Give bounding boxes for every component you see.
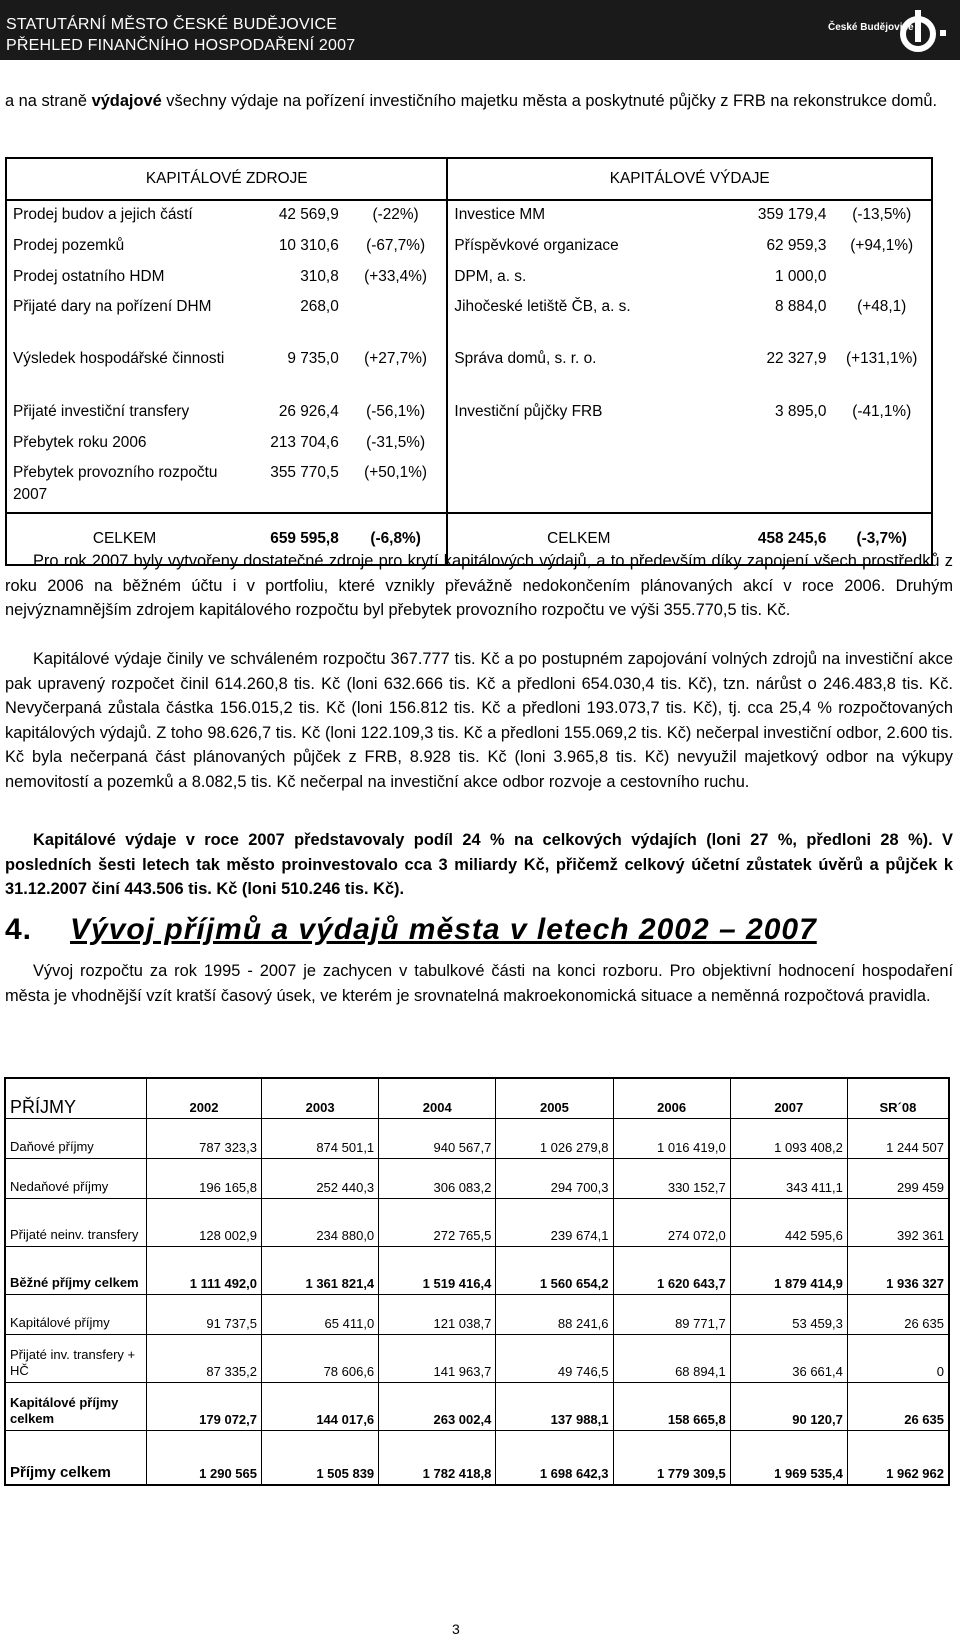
- capital-source-pct: (+27,7%): [364, 350, 428, 367]
- capital-source-pct: (-56,1%): [366, 403, 426, 420]
- income-cell: 91 737,5: [147, 1295, 262, 1335]
- income-cell: 272 765,5: [379, 1199, 496, 1247]
- capital-expense-pct: (+94,1%): [850, 237, 914, 254]
- income-cell: 196 165,8: [147, 1159, 262, 1199]
- income-cell: 234 880,0: [262, 1199, 379, 1247]
- page-number: 3: [452, 1621, 460, 1637]
- income-cell: 141 963,7: [379, 1335, 496, 1383]
- income-cell: 1 505 839: [262, 1431, 379, 1486]
- income-cell: 89 771,7: [613, 1295, 730, 1335]
- capital-source-label: Přebytek provozního rozpočtu 2007: [13, 464, 218, 503]
- capital-table: [5, 157, 933, 566]
- income-cell: 1 782 418,8: [379, 1431, 496, 1486]
- capital-expense-label: DPM, a. s.: [447, 263, 709, 294]
- income-year-header: 2004: [379, 1078, 496, 1119]
- capital-source-pct: (-31,5%): [366, 434, 426, 451]
- income-cell: 88 241,6: [496, 1295, 613, 1335]
- income-cell: 1 016 419,0: [613, 1119, 730, 1159]
- section-heading: [5, 913, 925, 947]
- capital-expense-label: Správa domů, s. r. o.: [447, 346, 709, 398]
- intro-bold: výdajové: [91, 92, 162, 110]
- income-cell: 306 083,2: [379, 1159, 496, 1199]
- income-table: [4, 1077, 950, 1486]
- income-cell: 87 335,2: [147, 1335, 262, 1383]
- income-table-row: [5, 1199, 949, 1247]
- capital-expense-value: 3 895,0: [775, 403, 827, 420]
- capital-source-label: Prodej ostatního HDM: [13, 268, 165, 285]
- income-table-row: [5, 1431, 949, 1486]
- capital-table-row: [6, 398, 932, 429]
- capital-source-pct: (-22%): [372, 206, 419, 223]
- body-paragraph-2: Kapitálové výdaje činily ve schváleném rozpočtu 367.777 tis. Kč a po postupném zapojování volných zdrojů na investiční akce pak upravený rozpočet činil 614.260,8 tis. Kč (loni 632.666 tis. Kč a předloni 654.030,4 tis. Kč), tzn. nárůst o 246.483,8 tis. Kč. Nevyčerpaná zůstala částka 156.015,2 tis. Kč (loni 156.812 tis. Kč a předloni 193.073,7 tis. Kč), tj. cca 25,4 % rozpočtovaných kapitálových výdajů. Z toho 98.626,7 tis. Kč (loni 122.109,3 tis. Kč a předloni 155.069,2 tis. Kč) nečerpal investiční odbor, 2.600 tis. Kč byla nečerpaná část plánovaných půjček z FRB, 8.928 tis. Kč (loni 3.965,8 tis. Kč) nevyužil majetkový odbor na výkupy nemovitostí a pozemků a 8.082,5 tis. Kč nečerpal na investiční akce odbor rozvoje a cestovního ruchu.: [5, 650, 953, 791]
- income-row-label: Nedaňové příjmy: [5, 1159, 147, 1199]
- capital-expense-pct: (+131,1%): [845, 350, 918, 367]
- income-cell: 158 665,8: [613, 1383, 730, 1431]
- logo-square: [940, 30, 946, 36]
- income-table-row: [5, 1159, 949, 1199]
- income-cell: 1 698 642,3: [496, 1431, 613, 1486]
- total-left-label: CELKEM: [6, 513, 242, 565]
- capital-expense-pct: [832, 429, 932, 460]
- income-cell: 26 635: [847, 1295, 949, 1335]
- income-cell: 274 072,0: [613, 1199, 730, 1247]
- income-header-row: [5, 1078, 949, 1119]
- capital-expenses-heading: KAPITÁLOVÉ VÝDAJE: [447, 158, 932, 200]
- capital-source-label: Prodej budov a jejich částí: [13, 206, 193, 223]
- logo-text: České Budějovice: [828, 22, 914, 33]
- income-cell: 874 501,1: [262, 1119, 379, 1159]
- capital-source-label: Přijaté investiční transfery: [13, 403, 190, 420]
- income-cell: 1 620 643,7: [613, 1247, 730, 1295]
- body-paragraph-3: Kapitálové výdaje v roce 2007 představovaly podíl 24 % na celkových výdajích (loni 27 %, předloni 28 %). V posledních šesti letech tak město proinvestovalo cca 3 miliardy Kč, přičemž celkový účetní zůstatek úvěrů a půjček k 31.12.2007 činí 443.506 tis. Kč (loni 510.246 tis. Kč).: [5, 831, 953, 898]
- income-cell: 137 988,1: [496, 1383, 613, 1431]
- income-cell: 787 323,3: [147, 1119, 262, 1159]
- capital-table-row: [6, 263, 932, 294]
- capital-source-label: Přijaté dary na pořízení DHM: [13, 298, 212, 315]
- capital-source-label: Prodej pozemků: [13, 237, 125, 254]
- income-cell: 294 700,3: [496, 1159, 613, 1199]
- income-cell: 49 746,5: [496, 1335, 613, 1383]
- income-cell: 252 440,3: [262, 1159, 379, 1199]
- income-cell: 65 411,0: [262, 1295, 379, 1335]
- capital-expense-pct: (-13,5%): [852, 206, 912, 223]
- income-cell: 330 152,7: [613, 1159, 730, 1199]
- income-cell: 299 459: [847, 1159, 949, 1199]
- income-row-label: Přijaté neinv. transfery: [5, 1199, 147, 1247]
- income-row-label: Kapitálové příjmy celkem: [5, 1383, 147, 1431]
- capital-sources-heading: KAPITÁLOVÉ ZDROJE: [6, 158, 447, 200]
- income-cell: 90 120,7: [730, 1383, 847, 1431]
- income-year-header: 2002: [147, 1078, 262, 1119]
- capital-expense-pct: [832, 460, 932, 513]
- income-cell: 1 962 962: [847, 1431, 949, 1486]
- capital-expense-value: 1 000,0: [775, 268, 827, 285]
- capital-table-row: [6, 232, 932, 263]
- capital-table-row: [6, 346, 932, 398]
- capital-source-value: 26 926,4: [278, 403, 339, 420]
- capital-source-pct: (+50,1%): [364, 464, 428, 481]
- income-cell: 940 567,7: [379, 1119, 496, 1159]
- income-cell: 1 111 492,0: [147, 1247, 262, 1295]
- income-cell: 1 936 327: [847, 1247, 949, 1295]
- capital-expense-label: Příspěvkové organizace: [447, 232, 709, 263]
- total-left-pct: (-6,8%): [345, 513, 448, 565]
- income-cell: 239 674,1: [496, 1199, 613, 1247]
- income-cell: 26 635: [847, 1383, 949, 1431]
- capital-expense-value: 62 959,3: [766, 237, 827, 254]
- capital-expense-label: [447, 429, 709, 460]
- capital-source-value: 213 704,6: [270, 434, 339, 451]
- capital-source-value: 9 735,0: [287, 350, 339, 367]
- income-cell: 68 894,1: [613, 1335, 730, 1383]
- body-paragraph-1: Pro rok 2007 byly vytvořeny dostatečné zdroje pro krytí kapitálových výdajů, a to především díky zapojení všech prostředků z roku 2006 na běžném účtu i v portfoliu, které vznikly převážně nedokončením plánovaných akcí v roce 2006. Druhým nejvýznamnějším zdrojem kapitálového rozpočtu byl přebytek provozního rozpočtu ve výši 355.770,5 tis. Kč.: [5, 552, 953, 619]
- income-cell: 0: [847, 1335, 949, 1383]
- capital-table-row: [6, 200, 932, 232]
- income-table-title: PŘÍJMY: [5, 1078, 147, 1119]
- capital-expense-value: [709, 460, 832, 513]
- capital-source-label: Přebytek roku 2006: [13, 434, 147, 451]
- total-right-value: 458 245,6: [709, 513, 832, 565]
- income-cell: 1 560 654,2: [496, 1247, 613, 1295]
- capital-source-value: 268,0: [300, 298, 339, 315]
- capital-source-value: 42 569,9: [278, 206, 339, 223]
- section-number: 4.: [5, 913, 33, 946]
- income-table-row: [5, 1295, 949, 1335]
- income-cell: 1 779 309,5: [613, 1431, 730, 1486]
- total-left-value: 659 595,8: [242, 513, 345, 565]
- capital-expense-value: 8 884,0: [775, 298, 827, 315]
- capital-expense-label: Investiční půjčky FRB: [447, 398, 709, 429]
- city-logo-icon: [898, 8, 938, 54]
- capital-expense-label: Jihočeské letiště ČB, a. s.: [447, 294, 709, 346]
- income-cell: 179 072,7: [147, 1383, 262, 1431]
- income-table-row: [5, 1247, 949, 1295]
- capital-expense-value: 359 179,4: [757, 206, 827, 223]
- income-row-label: Příjmy celkem: [5, 1431, 147, 1486]
- capital-expense-pct: (+48,1): [857, 298, 907, 315]
- income-cell: 36 661,4: [730, 1335, 847, 1383]
- capital-table-row: [6, 460, 932, 513]
- capital-expense-value: [709, 429, 832, 460]
- income-row-label: Běžné příjmy celkem: [5, 1247, 147, 1295]
- income-cell: 442 595,6: [730, 1199, 847, 1247]
- capital-expense-value: 22 327,9: [766, 350, 827, 367]
- header-subtitle: PŘEHLED FINANČNÍHO HOSPODAŘENÍ 2007: [6, 37, 356, 54]
- capital-source-value: 310,8: [300, 268, 339, 285]
- capital-source-label: Výsledek hospodářské činnosti: [13, 350, 225, 367]
- income-year-header: 2006: [613, 1078, 730, 1119]
- income-year-header: 2005: [496, 1078, 613, 1119]
- city-logo: [828, 8, 946, 54]
- capital-expense-pct: [832, 263, 932, 294]
- income-cell: 1 093 408,2: [730, 1119, 847, 1159]
- income-year-header: 2007: [730, 1078, 847, 1119]
- capital-table-row: [6, 429, 932, 460]
- income-row-label: Daňové příjmy: [5, 1119, 147, 1159]
- capital-source-value: 10 310,6: [278, 237, 339, 254]
- income-table-row: [5, 1383, 949, 1431]
- income-cell: 263 002,4: [379, 1383, 496, 1431]
- income-row-label: Kapitálové příjmy: [5, 1295, 147, 1335]
- income-cell: 343 411,1: [730, 1159, 847, 1199]
- income-cell: 121 038,7: [379, 1295, 496, 1335]
- income-cell: 128 002,9: [147, 1199, 262, 1247]
- capital-source-pct: [345, 294, 448, 346]
- income-cell: 78 606,6: [262, 1335, 379, 1383]
- income-cell: 1 244 507: [847, 1119, 949, 1159]
- section-paragraph: Vývoj rozpočtu za rok 1995 - 2007 je zachycen v tabulkové části na konci rozboru. Pro objektivní hodnocení hospodaření města je vhodnější vzít kratší časový úsek, ve kterém je srovnatelná makroekonomická situace a neměnná rozpočtová pravidla.: [5, 962, 953, 1005]
- capital-expense-label: [447, 460, 709, 513]
- capital-source-pct: (+33,4%): [364, 268, 428, 285]
- income-cell: 144 017,6: [262, 1383, 379, 1431]
- income-cell: 1 879 414,9: [730, 1247, 847, 1295]
- section-title: Vývoj příjmů a výdajů města v letech 2002 – 2007: [70, 913, 817, 946]
- capital-table-row: [6, 294, 932, 346]
- page-header: [0, 0, 960, 60]
- total-right-pct: (-3,7%): [832, 513, 932, 565]
- capital-expense-label: Investice MM: [447, 200, 709, 232]
- income-cell: 1 969 535,4: [730, 1431, 847, 1486]
- income-year-header: SR´08: [847, 1078, 949, 1119]
- total-right-label: CELKEM: [447, 513, 709, 565]
- income-cell: 1 290 565: [147, 1431, 262, 1486]
- capital-source-value: 355 770,5: [270, 464, 339, 481]
- header-title: STATUTÁRNÍ MĚSTO ČESKÉ BUDĚJOVICE: [6, 16, 338, 33]
- income-cell: 1 361 821,4: [262, 1247, 379, 1295]
- income-row-label: Přijaté inv. transfery + HČ: [5, 1335, 147, 1383]
- income-cell: 1 519 416,4: [379, 1247, 496, 1295]
- capital-source-pct: (-67,7%): [366, 237, 426, 254]
- intro-paragraph: a na straně výdajové všechny výdaje na pořízení investičního majetku města a poskytnuté půjčky z FRB na rekonstrukce domů.: [5, 92, 938, 110]
- income-table-row: [5, 1335, 949, 1383]
- income-cell: 392 361: [847, 1199, 949, 1247]
- income-table-row: [5, 1119, 949, 1159]
- income-cell: 53 459,3: [730, 1295, 847, 1335]
- capital-expense-pct: (-41,1%): [852, 403, 912, 420]
- income-year-header: 2003: [262, 1078, 379, 1119]
- income-cell: 1 026 279,8: [496, 1119, 613, 1159]
